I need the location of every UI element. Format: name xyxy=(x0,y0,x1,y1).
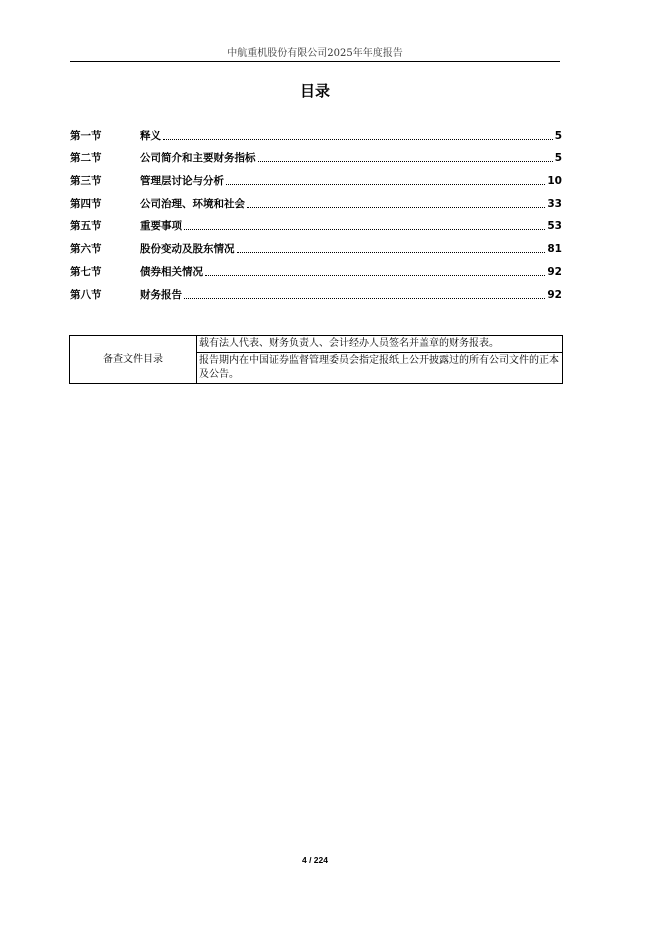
toc-section-name: 股份变动及股东情况 xyxy=(140,243,235,256)
toc-page-number: 5 xyxy=(554,152,562,165)
toc-leader-dots xyxy=(163,138,553,140)
toc-page-number: 92 xyxy=(547,288,562,301)
toc-entry[interactable] xyxy=(70,188,562,211)
table-row xyxy=(70,336,563,353)
toc-section-name: 财务报告 xyxy=(140,288,182,301)
toc-entry[interactable] xyxy=(70,165,562,188)
toc-section-name: 公司治理、环境和社会 xyxy=(140,197,245,210)
toc-page-number: 33 xyxy=(547,197,562,210)
toc-section-number: 第五节 xyxy=(70,220,102,233)
reference-documents-table xyxy=(69,335,563,384)
toc-page-number: 10 xyxy=(547,175,562,188)
toc-title: 目录 xyxy=(299,82,330,100)
toc-leader-dots xyxy=(226,183,545,185)
toc-entry[interactable] xyxy=(70,211,562,234)
toc-leader-dots xyxy=(237,251,546,253)
toc-section-name: 债券相关情况 xyxy=(140,265,203,278)
toc-section-name: 管理层讨论与分析 xyxy=(140,175,224,188)
toc-leader-dots xyxy=(184,297,545,299)
page-number: 4 / 224 xyxy=(302,855,328,865)
toc-entry[interactable] xyxy=(70,120,562,143)
table-of-contents xyxy=(70,120,562,302)
toc-section-name: 公司简介和主要财务指标 xyxy=(140,152,256,165)
toc-section-number: 第一节 xyxy=(70,129,102,142)
toc-page-number: 92 xyxy=(547,265,562,278)
toc-entry[interactable] xyxy=(70,256,562,279)
toc-section-number: 第二节 xyxy=(70,152,102,165)
toc-section-name: 重要事项 xyxy=(140,220,182,233)
toc-section-name: 释义 xyxy=(140,129,161,142)
toc-section-number: 第七节 xyxy=(70,265,102,278)
toc-page-number: 53 xyxy=(547,220,562,233)
toc-leader-dots xyxy=(205,274,545,276)
toc-leader-dots xyxy=(258,160,553,162)
toc-section-number: 第三节 xyxy=(70,175,102,188)
reference-document-item: 载有法人代表、财务负责人、会计经办人员签名并盖章的财务报表。 xyxy=(197,336,563,353)
reference-document-item: 报告期内在中国证券监督管理委员会指定报纸上公开披露过的所有公司文件的正本及公告。 xyxy=(197,353,563,384)
toc-leader-dots xyxy=(247,206,545,208)
reference-documents-label: 备查文件目录 xyxy=(70,336,197,384)
header-divider xyxy=(70,61,560,62)
toc-entry[interactable] xyxy=(70,233,562,256)
toc-entry[interactable] xyxy=(70,279,562,302)
page-header: 中航重机股份有限公司2025年年度报告 xyxy=(227,48,403,59)
toc-leader-dots xyxy=(184,228,545,230)
toc-section-number: 第四节 xyxy=(70,197,102,210)
toc-entry[interactable] xyxy=(70,143,562,166)
toc-section-number: 第八节 xyxy=(70,288,102,301)
toc-section-number: 第六节 xyxy=(70,243,102,256)
toc-page-number: 81 xyxy=(547,243,562,256)
toc-page-number: 5 xyxy=(554,129,562,142)
